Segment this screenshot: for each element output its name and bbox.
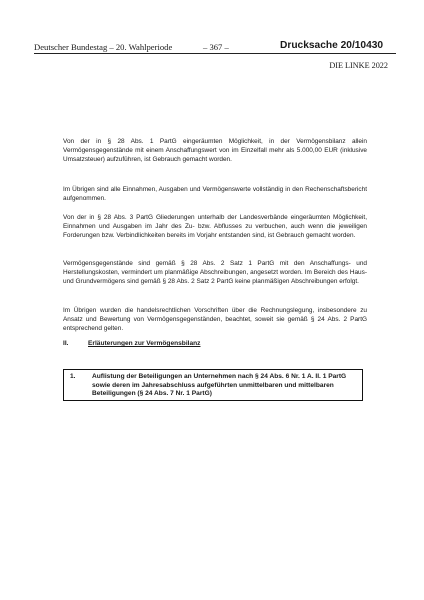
paragraph-5: Im Übrigen wurden die handelsrechtlichen Vorschriften über die Rechnungslegung, insbesondere zu Ansatz und Bewertung von Vermögensgegenständen, beachtet, soweit sie gemäß § 24 Abs. 2 PartG entsprechend gelten. [63, 307, 367, 333]
paragraph-4: Vermögensgegenstände sind gemäß § 28 Abs. 2 Satz 1 PartG mit den Anschaffungs- und Herstellungskosten, vermindert um planmäßige Abschreibungen, angesetzt worden. Im Bereich des Haus- und Grundvermögens sind gemäß § 28 Abs. 2 Satz 2 PartG keine planmäßigen Abschreibungen erfolgt. [63, 260, 367, 286]
document-number-value: 20/10430 [340, 40, 384, 51]
paragraph-2: Im Übrigen sind alle Einnahmen, Ausgaben und Vermögenswerte vollständig in den Rechenschaftsbericht aufgenommen. [63, 186, 367, 203]
page-number: – 367 – [203, 42, 229, 52]
party-label: DIE LINKE 2022 [329, 61, 388, 70]
section-number: II. [63, 340, 69, 347]
document-number [280, 40, 383, 51]
document-label: Drucksache [280, 40, 338, 51]
header-left-text: Deutscher Bundestag – 20. Wahlperiode [34, 42, 173, 52]
header-divider [34, 53, 396, 54]
paragraph-1: Von der in § 28 Abs. 1 PartG eingeräumten Möglichkeit, in der Vermögensbilanz allein Vermögensgegenstände mit einem Anschaffungswert von im Einzelfall mehr als 5.000,00 EUR (inklusive Umsatzsteuer) aufzuführen, ist Gebrauch gemacht worden. [63, 138, 367, 164]
box-heading-text: Auflistung der Beteiligungen an Unternehmen nach § 24 Abs. 6 Nr. 1 A. II. 1 PartG sowie deren im Jahresabschluss aufgeführten unmittelbaren und mittelbaren Beteiligungen (§ 24 Abs. 7 Nr. 1 PartG) [92, 373, 347, 398]
section-title: Erläuterungen zur Vermögensbilanz [88, 340, 201, 347]
box-number: 1. [70, 373, 76, 380]
bordered-heading-box [63, 369, 363, 401]
paragraph-3: Von der in § 28 Abs. 3 PartG Gliederungen unterhalb der Landesverbände eingeräumten Möglichkeit, Einnahmen und Ausgaben im Jahr des Zu- bzw. Abflusses zu verbuchen, auch wenn die jeweiligen Forderungen bzw. Verbindlichkeiten bereits im Vorjahr entstanden sind, ist Gebrauch gemacht worden. [63, 214, 367, 240]
